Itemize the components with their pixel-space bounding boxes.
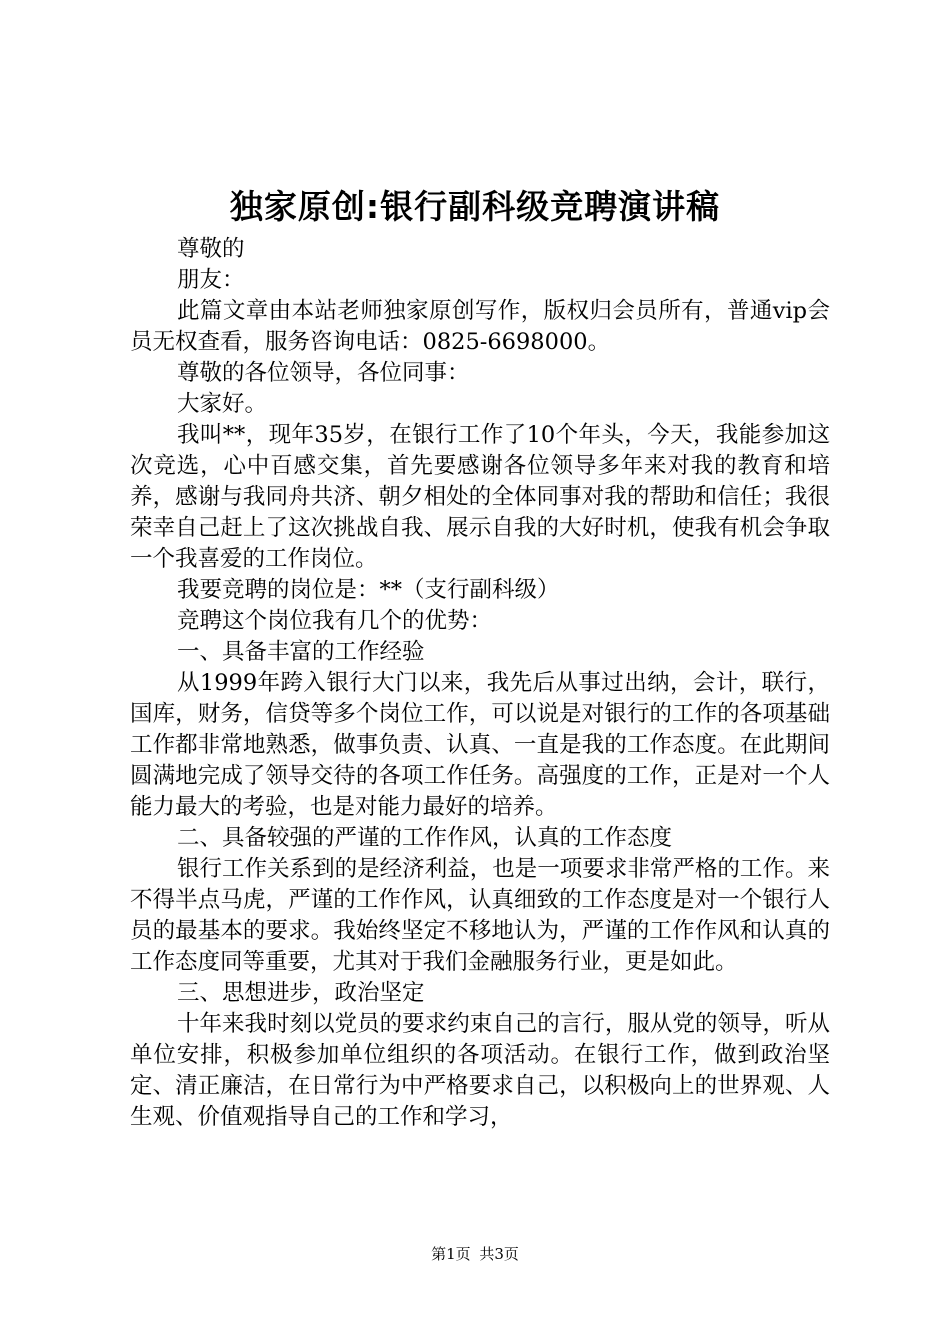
advantages-lead: 竞聘这个岗位我有几个的优势：: [177, 608, 493, 634]
section-body-2: 银行工作关系到的是经济利益，也是一项要求非常严格的工作。来不得半点马虎，严谨的工作作风，认真细致的工作态度是对一个银行人员的最基本的要求。我始终坚定不移地认为，严谨的工作作风和认真的工作态度同等重要，尤其对于我们金融服务行业，更是如此。: [130, 856, 830, 975]
greeting-hello: 大家好。: [177, 391, 268, 417]
salutation-line-2: 朋友：: [177, 267, 245, 293]
intro-paragraph: 我叫**，现年35岁，在银行工作了10个年头，今天，我能参加这次竞选，心中百感交集，首先要感谢各位领导多年来对我的教育和培养，感谢与我同舟共济、朝夕相处的全体同事对我的帮助和信任；我很荣幸自己赶上了这次挑战自我、展示自我的大好时机，使我有机会争取一个我喜爱的工作岗位。: [130, 422, 830, 572]
page-number: 第1页 共3页: [431, 1245, 519, 1263]
copyright-notice: 此篇文章由本站老师独家原创写作，版权归会员所有，普通vip会员无权查看，服务咨询电话：0825-6698000。: [130, 298, 830, 355]
section-heading-1: 一、具备丰富的工作经验: [177, 639, 425, 665]
greeting-address: 尊敬的各位领导，各位同事：: [177, 360, 470, 386]
document-body: [130, 234, 830, 1133]
salutation-line-1: 尊敬的: [177, 236, 245, 262]
section-body-1: 从1999年跨入银行大门以来，我先后从事过出纳，会计，联行，国库，财务，信贷等多个岗位工作，可以说是对银行的工作的各项基础工作都非常地熟悉，做事负责、认真、一直是我的工作态度。在此期间圆满地完成了领导交待的各项工作任务。高强度的工作，正是对一个人能力最大的考验，也是对能力最好的培养。: [130, 670, 830, 820]
section-heading-3: 三、思想进步，政治坚定: [177, 980, 425, 1006]
section-body-3: 十年来我时刻以党员的要求约束自己的言行，服从党的领导，听从单位安排，积极参加单位组织的各项活动。在银行工作，做到政治坚定、清正廉洁，在日常行为中严格要求自己，以积极向上的世界观、人生观、价值观指导自己的工作和学习，: [130, 1011, 830, 1130]
document-title: 独家原创:银行副科级竞聘演讲稿: [229, 187, 721, 226]
section-heading-2: 二、具备较强的严谨的工作作风，认真的工作态度: [177, 825, 673, 851]
position-statement: 我要竞聘的岗位是：**（支行副科级）: [177, 577, 560, 603]
